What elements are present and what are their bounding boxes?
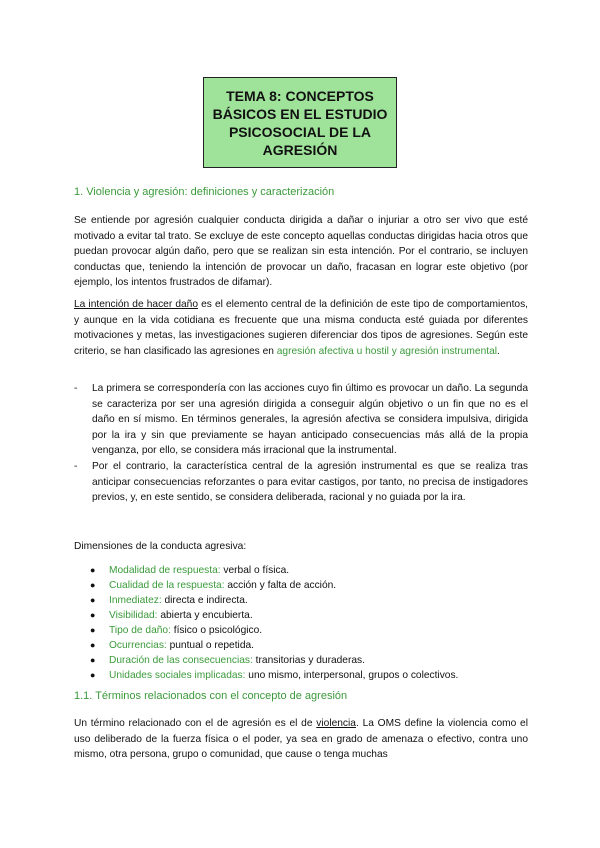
dash-marker: - — [74, 383, 78, 394]
intention-end: . — [497, 345, 500, 357]
document-title: TEMA 8: CONCEPTOS BÁSICOS EN EL ESTUDIO PSICOSOCIAL DE LA AGRESIÓN — [212, 87, 388, 158]
dimensions-list — [90, 563, 520, 683]
aggression-types-highlight: agresión afectiva u hostil y agresión instrumental — [276, 345, 498, 357]
dimension-desc: transitorias y duraderas. — [252, 655, 365, 666]
list-item — [90, 668, 520, 683]
bullet-icon: ● — [90, 670, 96, 680]
dimension-desc: acción y falta de acción. — [224, 580, 337, 591]
dimension-term: Duración de las consecuencias: — [109, 655, 253, 666]
title-box — [203, 77, 397, 168]
violence-text: . La OMS define la violencia como el uso deliberado de la fuerza física o el poder, ya sea en grado de amenaza o efectivo, contra uno mismo, otra persona, grupo o comunidad, que cause o tenga muchas — [74, 718, 528, 761]
violence-term: violencia — [316, 718, 356, 729]
list-item — [90, 578, 520, 593]
dimension-term: Cualidad de la respuesta: — [109, 580, 225, 591]
dimension-term: Tipo de daño: — [109, 625, 171, 636]
list-item — [90, 563, 520, 578]
dimension-term: Inmediatez: — [109, 595, 162, 606]
paragraph-definition: Se entiende por agresión cualquier conducta dirigida a dañar o injuriar a otro ser vivo que esté motivado a evitar tal trato. Se excluye de este concepto aquellas conductas dirigidas hacia otros que puedan provocar algún daño, pero que se realizan sin esta intención. Por el contrario, se incluyen conductas que, teniendo la intención de provocar un daño, fracasan en lograr este objetivo (por ejemplo, los intentos frustrados de difamar). — [74, 215, 528, 289]
list-item — [90, 608, 520, 623]
bullet-icon: ● — [90, 580, 96, 590]
paragraph-violence — [74, 716, 528, 763]
violence-start: Un término relacionado con el de agresión es el de — [74, 718, 317, 729]
list-item-text: Por el contrario, la característica central de la agresión instrumental es que se realiza tras anticipar consecuencias reforzantes o para evitar castigos, por tanto, no precisa de instigadores previos, y, en este sentido, se considera deliberada, racional y no guiada por la ira. — [92, 460, 528, 504]
dimension-desc: verbal o física. — [220, 565, 290, 576]
bullet-icon: ● — [90, 610, 96, 620]
list-item-text: La primera se correspondería con las acciones cuyo fin último es provocar un daño. La segunda se caracteriza por ser una agresión dirigida a conseguir algún objetivo o un fin que no es el daño en sí mismo. En términos generales, la agresión afectiva se considera impulsiva, dirigida por la ira y sin que previamente se hayan anticipado consecuencias más allá de la propia venganza, por ello, se considera más irracional que la instrumental. — [92, 383, 528, 457]
bullet-icon: ● — [90, 640, 96, 650]
dimensions-label: Dimensiones de la conducta agresiva: — [74, 541, 247, 552]
list-item — [74, 459, 528, 506]
list-item — [90, 638, 520, 653]
list-item — [90, 623, 520, 638]
bullet-icon: ● — [90, 655, 96, 665]
aggression-types-list — [74, 381, 528, 506]
dimension-term: Unidades sociales implicadas: — [109, 670, 246, 681]
dimension-desc: uno mismo, interpersonal, grupos o colectivos. — [245, 670, 459, 681]
list-item — [90, 593, 520, 608]
section-heading-1: 1. Violencia y agresión: definiciones y caracterización — [74, 186, 335, 198]
dimension-term: Ocurrencias: — [109, 640, 167, 651]
intention-term: La intención de hacer daño — [74, 299, 198, 310]
dash-marker: - — [74, 460, 78, 472]
dimension-term: Modalidad de respuesta: — [109, 565, 221, 576]
section-heading-1-1: 1.1. Términos relacionados con el concepto de agresión — [74, 690, 348, 702]
intention-text: es el elemento central de la definición de este tipo de comportamientos, y aunque en la vida cotidiana es frecuente que una misma conducta esté guiada por diferentes motivaciones y metas, las investigaciones sugieren diferenciar dos tipos de agresiones. Según este criterio, se han clasificado las agresiones en — [74, 299, 528, 357]
list-item — [90, 653, 520, 668]
dimension-desc: puntual o repetida. — [166, 640, 254, 651]
bullet-icon: ● — [90, 595, 96, 605]
dimension-term: Visibilidad: — [109, 610, 158, 621]
dimension-desc: abierta y encubierta. — [157, 610, 253, 621]
dimension-desc: físico o psicológico. — [170, 625, 263, 636]
paragraph-intention — [74, 297, 528, 359]
list-item — [74, 381, 528, 459]
dimension-desc: directa e indirecta. — [161, 595, 248, 606]
bullet-icon: ● — [90, 625, 96, 635]
bullet-icon: ● — [90, 565, 96, 575]
